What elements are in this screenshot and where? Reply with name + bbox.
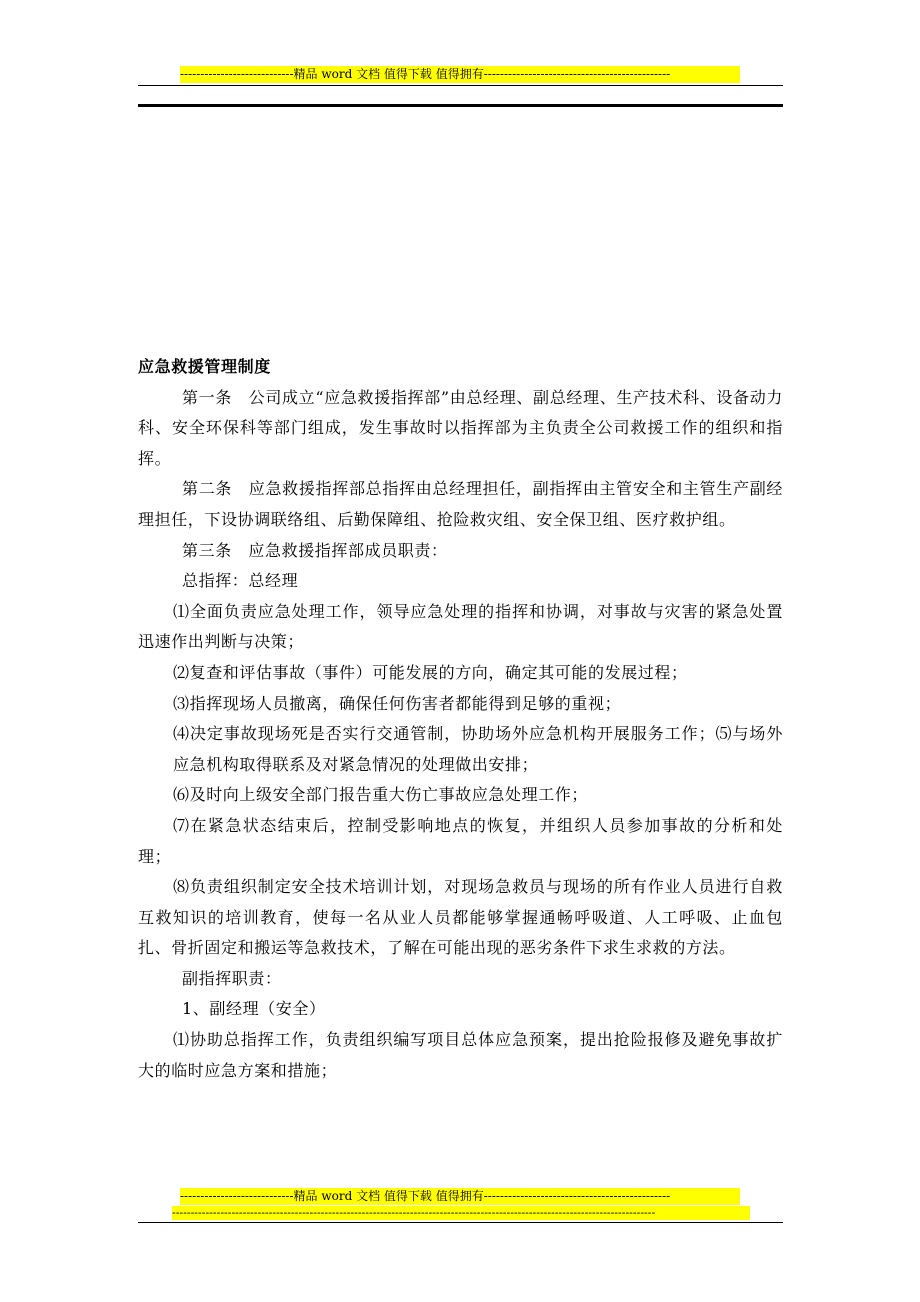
article-3: 第三条 应急救援指挥部成员职责： xyxy=(182,540,448,560)
article-1: 第一条 公司成立“应急救援指挥部”由总经理、副总经理、生产技术科、设备动力科、安全环保科等部门组成，发生事故时以指挥部为主负责全公司救援工作的组织和指挥。 xyxy=(138,387,783,468)
commander-duty-7: ⑺在紧急状态结束后，控制受影响地点的恢复，并组织人员参加事故的分析和处理； xyxy=(138,815,783,866)
footer-banner: ----------------------------精品 word 文档 值得下载 值得拥有---------------------------------------------- xyxy=(180,1188,740,1205)
footer-rule xyxy=(138,1222,783,1223)
footer-banner-dashes: ---------------------------------------------------------------------------------------------------------------------------------- xyxy=(172,1206,750,1220)
commander-duty-2: ⑵复查和评估事故（事件）可能发展的方向，确定其可能的发展过程； xyxy=(173,662,688,682)
commander-duty-6: ⑹及时向上级安全部门报告重大伤亡事故应急处理工作； xyxy=(173,785,589,805)
header-rule-thin xyxy=(138,85,783,86)
article-2: 第二条 应急救援指挥部总指挥由总经理担任，副指挥由主管安全和主管生产副经理担任，下设协调联络组、后勤保障组、抢险救灾组、安全保卫组、医疗救护组。 xyxy=(138,479,783,529)
deputy-subheading: 1、副经理（安全） xyxy=(182,999,326,1019)
commander-duty-3: ⑶指挥现场人员撤离，确保任何伤害者都能得到足够的重视； xyxy=(173,693,622,713)
document-title: 应急救援管理制度 xyxy=(138,357,271,376)
header-banner: ----------------------------精品 word 文档 值得下载 值得拥有---------------------------------------------- xyxy=(180,66,740,83)
document-body xyxy=(138,352,783,1086)
deputy-heading: 副指挥职责： xyxy=(182,968,282,988)
header-rule-thick xyxy=(138,104,783,107)
commander-duty-8: ⑻负责组织制定安全技术培训计划，对现场急救员与现场的所有作业人员进行自救互救知识的培训教育，使每一名从业人员都能够掌握通畅呼吸道、人工呼吸、止血包扎、骨折固定和搬运等急救技术，了解在可能出现的恶劣条件下求生求救的方法。 xyxy=(138,877,783,958)
deputy-duty-1: ⑴协助总指挥工作，负责组织编写项目总体应急预案，提出抢险报修及避免事故扩大的临时应急方案和措施； xyxy=(138,1030,783,1080)
commander-duty-1: ⑴全面负责应急处理工作，领导应急处理的指挥和协调，对事故与灾害的紧急处置迅速作出判断与决策； xyxy=(138,601,783,652)
commander-heading: 总指挥：总经理 xyxy=(182,571,299,591)
commander-duty-4-5: ⑷决定事故现场死是否实行交通管制，协助场外应急机构开展服务工作；⑸与场外应急机构取得联系及对紧急情况的处理做出安排； xyxy=(173,724,783,774)
